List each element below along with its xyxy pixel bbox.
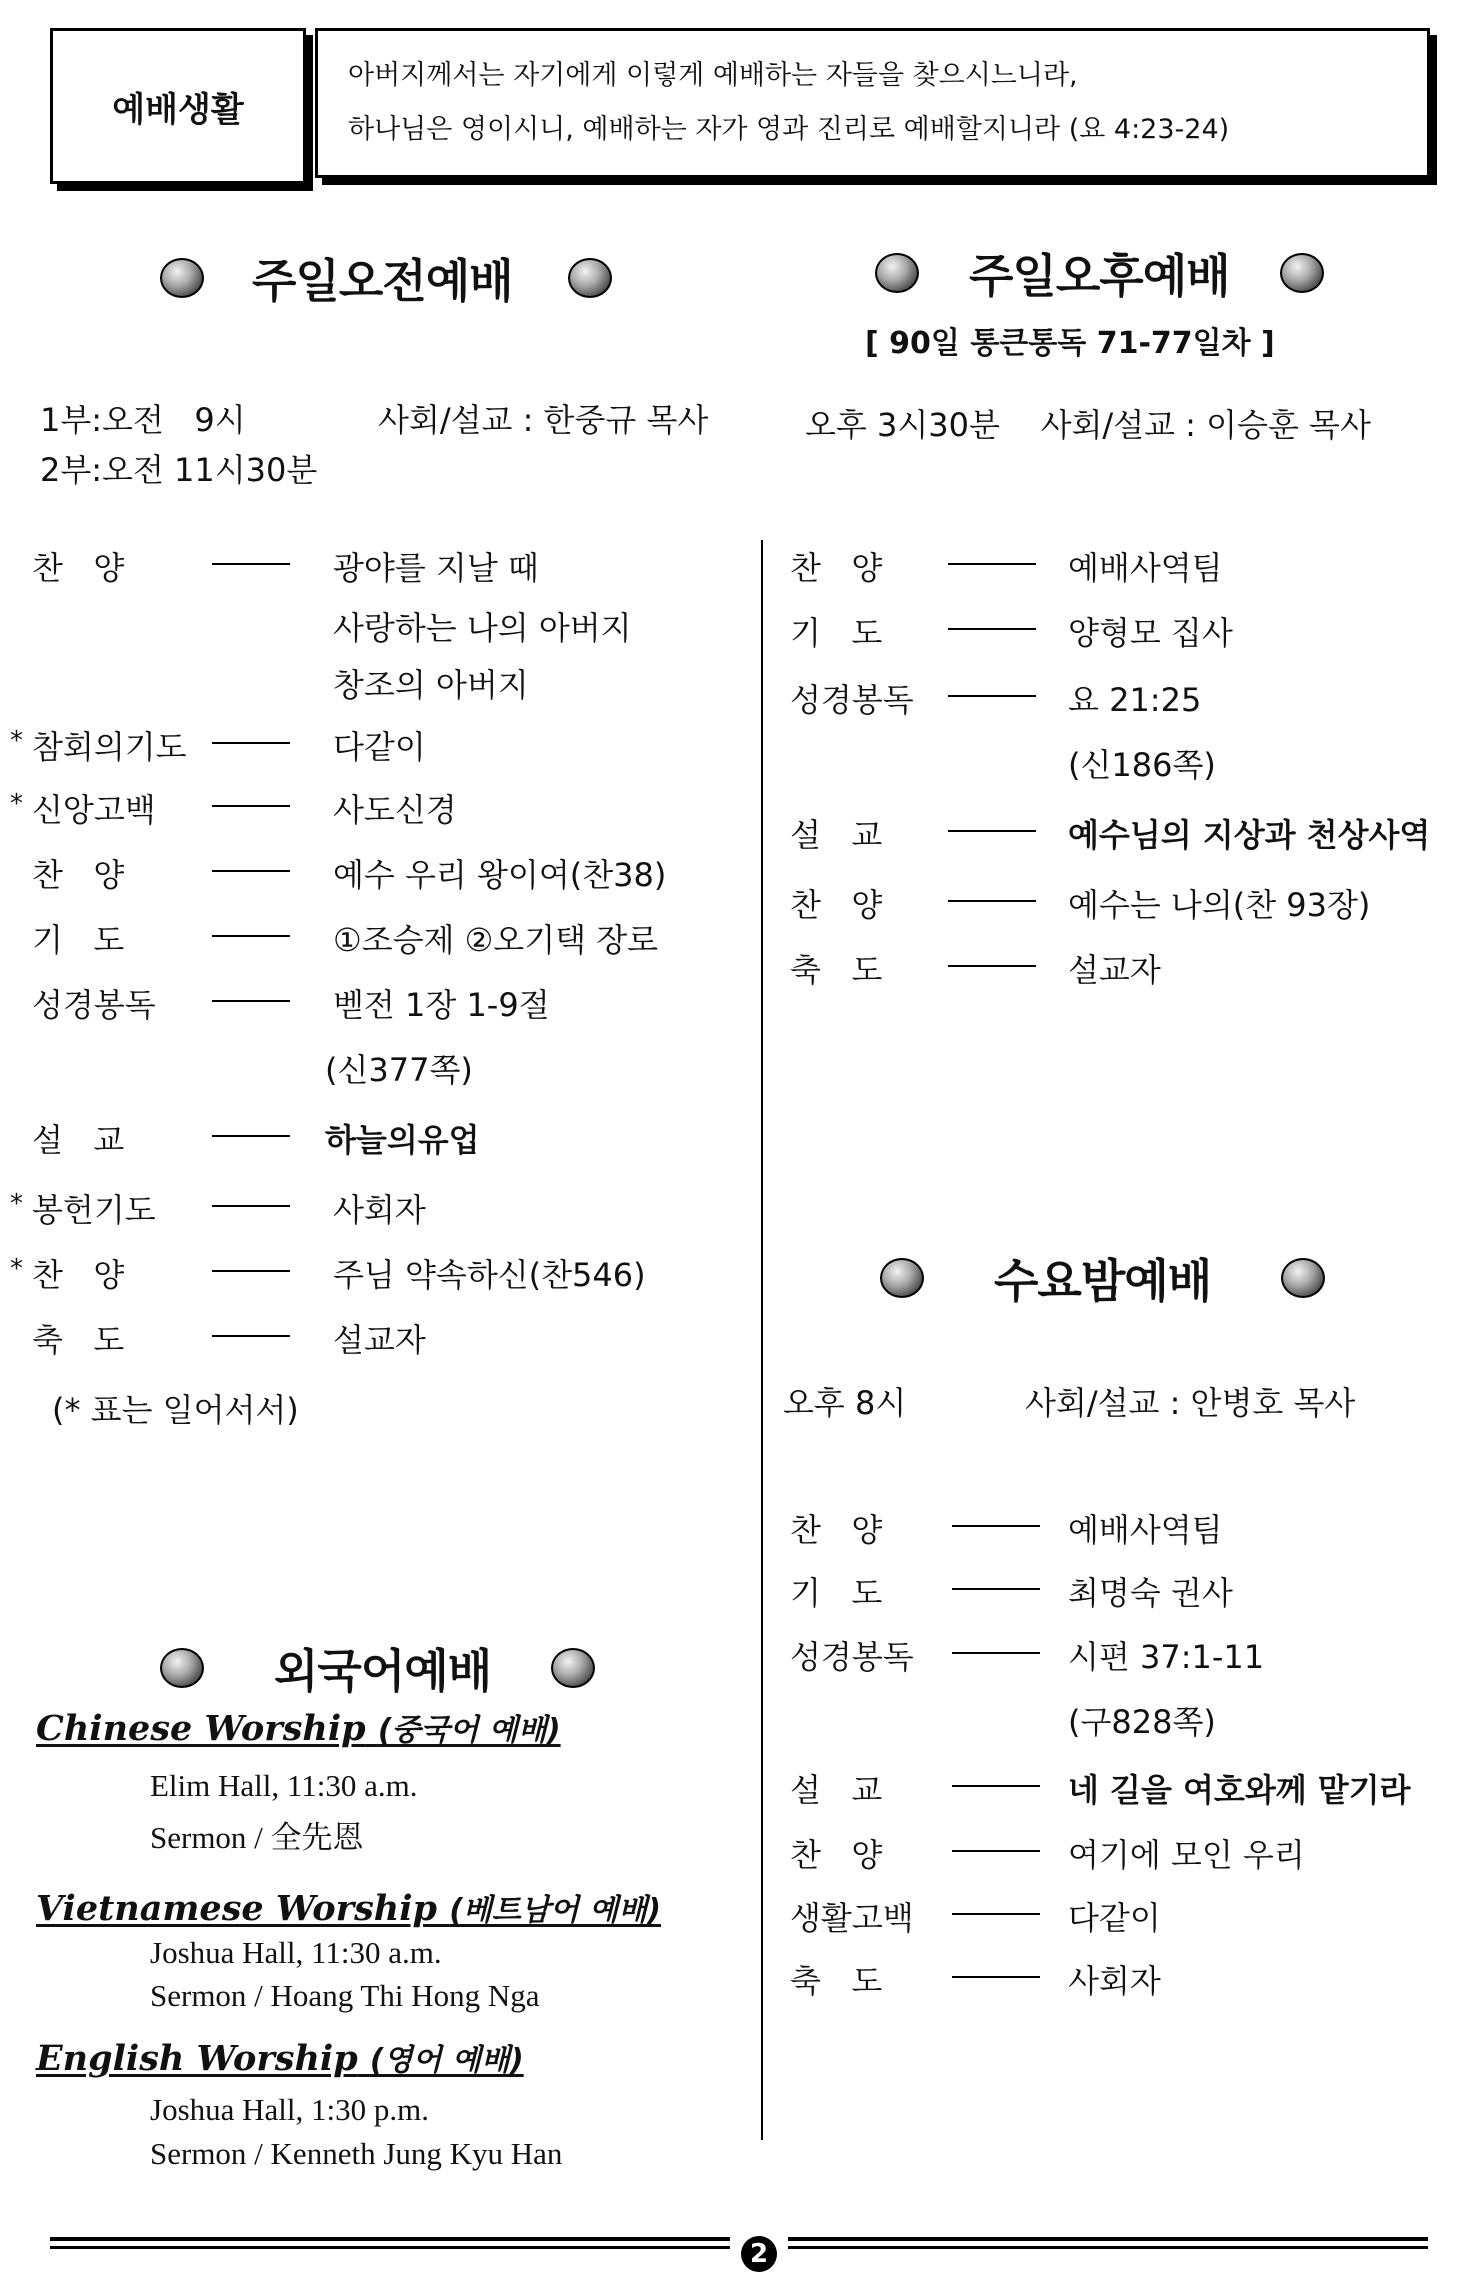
dash-separator (948, 900, 1036, 902)
wednesday-item-label: 찬 양 (790, 1836, 883, 1874)
wednesday-item-row (790, 1505, 882, 1551)
afternoon-item-label: 설 교 (790, 816, 883, 854)
morning-item-value: 설교자 (333, 1321, 426, 1359)
morning-item-value: 광야를 지날 때 (333, 549, 539, 587)
wednesday-item-row (790, 1568, 882, 1614)
standing-mark: * (10, 1189, 23, 1219)
dash-separator (212, 1000, 290, 1002)
wednesday-item-label: 성경봉독 (790, 1638, 914, 1676)
wednesday-item-label: 생활고백 (790, 1899, 914, 1937)
dash-separator (212, 1270, 290, 1272)
afternoon-item-value: 양형모 집사 (1068, 614, 1233, 652)
dash-separator (948, 628, 1036, 630)
dash-separator (948, 965, 1036, 967)
dash-separator (952, 1913, 1040, 1915)
wednesday-item-value: 시편 37:1-11 (1068, 1638, 1265, 1676)
wednesday-item-label: 기 도 (790, 1574, 883, 1612)
afternoon-item-value: (신186쪽) (1068, 746, 1216, 784)
morning-item-row (10, 785, 156, 831)
afternoon-header (875, 240, 1324, 306)
vietnamese-worship-title (36, 1885, 661, 1929)
footer-rule-left-2 (50, 2246, 730, 2249)
bullet-ball-icon (875, 253, 919, 293)
chinese-worship-kr: (중국어 예배) (377, 1713, 561, 1748)
afternoon-info: 오후 3시30분 사회/설교 : 이승훈 목사 (805, 406, 1371, 444)
morning-item-label: 봉헌기도 (32, 1191, 156, 1229)
wednesday-item-value: 예배사역팀 (1068, 1511, 1223, 1549)
wednesday-title: 수요밤예배 (994, 1254, 1212, 1308)
morning-item-value: ①조승제 ②오기택 장로 (333, 921, 659, 959)
dash-separator (212, 1135, 290, 1137)
english-worship-place: Joshua Hall, 1:30 p.m. (150, 2092, 429, 2127)
afternoon-item-label: 축 도 (790, 951, 883, 989)
foreign-header (160, 1635, 595, 1701)
morning-item-value: 예수 우리 왕이여(찬38) (333, 856, 667, 894)
morning-title: 주일오전예배 (252, 254, 513, 308)
wednesday-item-row (790, 1632, 914, 1678)
morning-header (160, 245, 612, 311)
foreign-title: 외국어예배 (274, 1644, 492, 1698)
bullet-ball-icon (1280, 253, 1324, 293)
wednesday-time: 오후 8시 (783, 1384, 907, 1422)
morning-item-row (10, 1250, 125, 1296)
morning-note: (* 표는 일어서서) (52, 1391, 299, 1429)
afternoon-item-value: 요 21:25 (1068, 681, 1202, 719)
dash-separator (952, 1976, 1040, 1978)
morning-item-label: 신앙고백 (32, 791, 156, 829)
vietnamese-worship-kr: (베트남어 예배) (449, 1893, 661, 1928)
bullet-ball-icon (1281, 1258, 1325, 1298)
dash-separator (212, 563, 290, 565)
morning-leader: 사회/설교 : 한중규 목사 (378, 401, 709, 439)
afternoon-item-label: 기 도 (790, 614, 883, 652)
dash-separator (212, 870, 290, 872)
column-divider (761, 540, 763, 2140)
afternoon-item-label: 찬 양 (790, 886, 883, 924)
morning-item-row (10, 722, 187, 768)
section-label-box (50, 28, 306, 184)
wednesday-header (880, 1245, 1325, 1311)
standing-mark: * (10, 789, 23, 819)
afternoon-item-row (790, 880, 882, 926)
afternoon-item-value: 예수님의 지상과 천상사역 (1068, 816, 1431, 854)
morning-item-label: 찬 양 (32, 856, 125, 894)
section-label: 예배생활 (112, 89, 244, 130)
wednesday-item-label: 찬 양 (790, 1511, 883, 1549)
dash-separator (212, 805, 290, 807)
morning-item-label: 설 교 (32, 1121, 125, 1159)
dash-separator (952, 1850, 1040, 1852)
afternoon-item-label: 성경봉독 (790, 681, 914, 719)
morning-item-row (32, 850, 124, 896)
dash-separator (952, 1652, 1040, 1654)
dash-separator (212, 935, 290, 937)
morning-item-value: 사도신경 (333, 791, 457, 829)
english-worship-title (36, 2035, 524, 2079)
wednesday-item-row (790, 1893, 914, 1939)
morning-time-2: 2부:오전 11시30분 (40, 451, 318, 489)
dash-separator (952, 1588, 1040, 1590)
afternoon-item-row (790, 543, 882, 589)
morning-item-label: 성경봉독 (32, 986, 156, 1024)
wednesday-item-row (790, 1765, 882, 1811)
wednesday-item-value: 사회자 (1068, 1962, 1161, 2000)
morning-item-row (32, 980, 156, 1026)
english-worship-sermon: Sermon / Kenneth Jung Kyu Han (150, 2136, 563, 2171)
dash-separator (212, 1205, 290, 1207)
standing-mark: * (10, 1254, 23, 1284)
bullet-ball-icon (160, 258, 204, 298)
morning-item-row (32, 543, 124, 589)
morning-item-label: 축 도 (32, 1321, 125, 1359)
dash-separator (948, 830, 1036, 832)
morning-item-value: (신377쪽) (325, 1051, 473, 1089)
dash-separator (952, 1785, 1040, 1787)
morning-item-value: 벧전 1장 1-9절 (333, 986, 550, 1024)
dash-separator (948, 563, 1036, 565)
vietnamese-worship-name: Vietnamese Worship (36, 1888, 438, 1929)
footer-rule-left (50, 2237, 730, 2241)
bullet-ball-icon (568, 258, 612, 298)
footer-rule-right-2 (788, 2246, 1428, 2249)
bullet-ball-icon (160, 1648, 204, 1688)
morning-time-1: 1부:오전 9시 (40, 401, 246, 439)
verse-box (315, 28, 1430, 178)
wednesday-item-label: 설 교 (790, 1771, 883, 1809)
chinese-worship-sermon: Sermon / 全先恩 (150, 1820, 364, 1855)
standing-mark: * (10, 726, 23, 756)
morning-item-row (32, 1115, 124, 1161)
afternoon-title: 주일오후예배 (969, 249, 1230, 303)
morning-item-label: 참회의기도 (32, 728, 187, 766)
morning-item-value: 사회자 (333, 1191, 426, 1229)
morning-item-value: 사랑하는 나의 아버지 (333, 609, 632, 647)
chinese-worship-place: Elim Hall, 11:30 a.m. (150, 1768, 418, 1803)
morning-item-label: 찬 양 (32, 1256, 125, 1294)
bullet-ball-icon (880, 1258, 924, 1298)
wednesday-item-label: 축 도 (790, 1962, 883, 2000)
morning-item-row (10, 1185, 156, 1231)
verse-line-1: 아버지께서는 자기에게 이렇게 예배하는 자들을 찾으시느니라, (348, 60, 1078, 91)
footer-rule-right (788, 2237, 1428, 2241)
morning-item-row (32, 915, 124, 961)
chinese-worship-name: Chinese Worship (36, 1708, 366, 1749)
wednesday-item-value: (구828쪽) (1068, 1703, 1216, 1741)
morning-item-value: 다같이 (333, 728, 426, 766)
vietnamese-worship-place: Joshua Hall, 11:30 a.m. (150, 1935, 442, 1970)
afternoon-item-row (790, 608, 882, 654)
morning-item-value: 창조의 아버지 (333, 666, 529, 704)
afternoon-item-value: 예수는 나의(찬 93장) (1068, 886, 1371, 924)
afternoon-item-row (790, 810, 882, 856)
morning-item-value: 하늘의유업 (325, 1121, 480, 1159)
dash-separator (952, 1525, 1040, 1527)
morning-item-label: 기 도 (32, 921, 125, 959)
bullet-ball-icon (551, 1648, 595, 1688)
wednesday-item-value: 다같이 (1068, 1899, 1161, 1937)
afternoon-item-value: 설교자 (1068, 951, 1161, 989)
english-worship-kr: (영어 예배) (369, 2043, 524, 2078)
wednesday-item-value: 최명숙 권사 (1068, 1574, 1233, 1612)
wednesday-item-value: 네 길을 여호와께 맡기라 (1068, 1771, 1411, 1809)
morning-item-row (32, 1315, 124, 1361)
afternoon-item-value: 예배사역팀 (1068, 549, 1223, 587)
morning-item-value: 주님 약속하신(찬546) (333, 1256, 646, 1294)
dash-separator (212, 1335, 290, 1337)
wednesday-item-row (790, 1830, 882, 1876)
dash-separator (212, 742, 290, 744)
wednesday-item-value: 여기에 모인 우리 (1068, 1836, 1305, 1874)
afternoon-item-row (790, 945, 882, 991)
page-number: 2 (741, 2236, 777, 2272)
afternoon-item-label: 찬 양 (790, 549, 883, 587)
wednesday-item-row (790, 1956, 882, 2002)
dash-separator (948, 695, 1036, 697)
vietnamese-worship-sermon: Sermon / Hoang Thi Hong Nga (150, 1978, 540, 2013)
wednesday-leader: 사회/설교 : 안병호 목사 (1025, 1384, 1356, 1422)
verse-line-2: 하나님은 영이시니, 예배하는 자가 영과 진리로 예배할지니라 (요 4:23-24) (348, 114, 1230, 145)
chinese-worship-title (36, 1705, 561, 1749)
afternoon-subtitle: [ 90일 통큰통독 71-77일차 ] (865, 326, 1275, 361)
afternoon-item-row (790, 675, 914, 721)
english-worship-name: English Worship (36, 2038, 358, 2079)
morning-item-label: 찬 양 (32, 549, 125, 587)
